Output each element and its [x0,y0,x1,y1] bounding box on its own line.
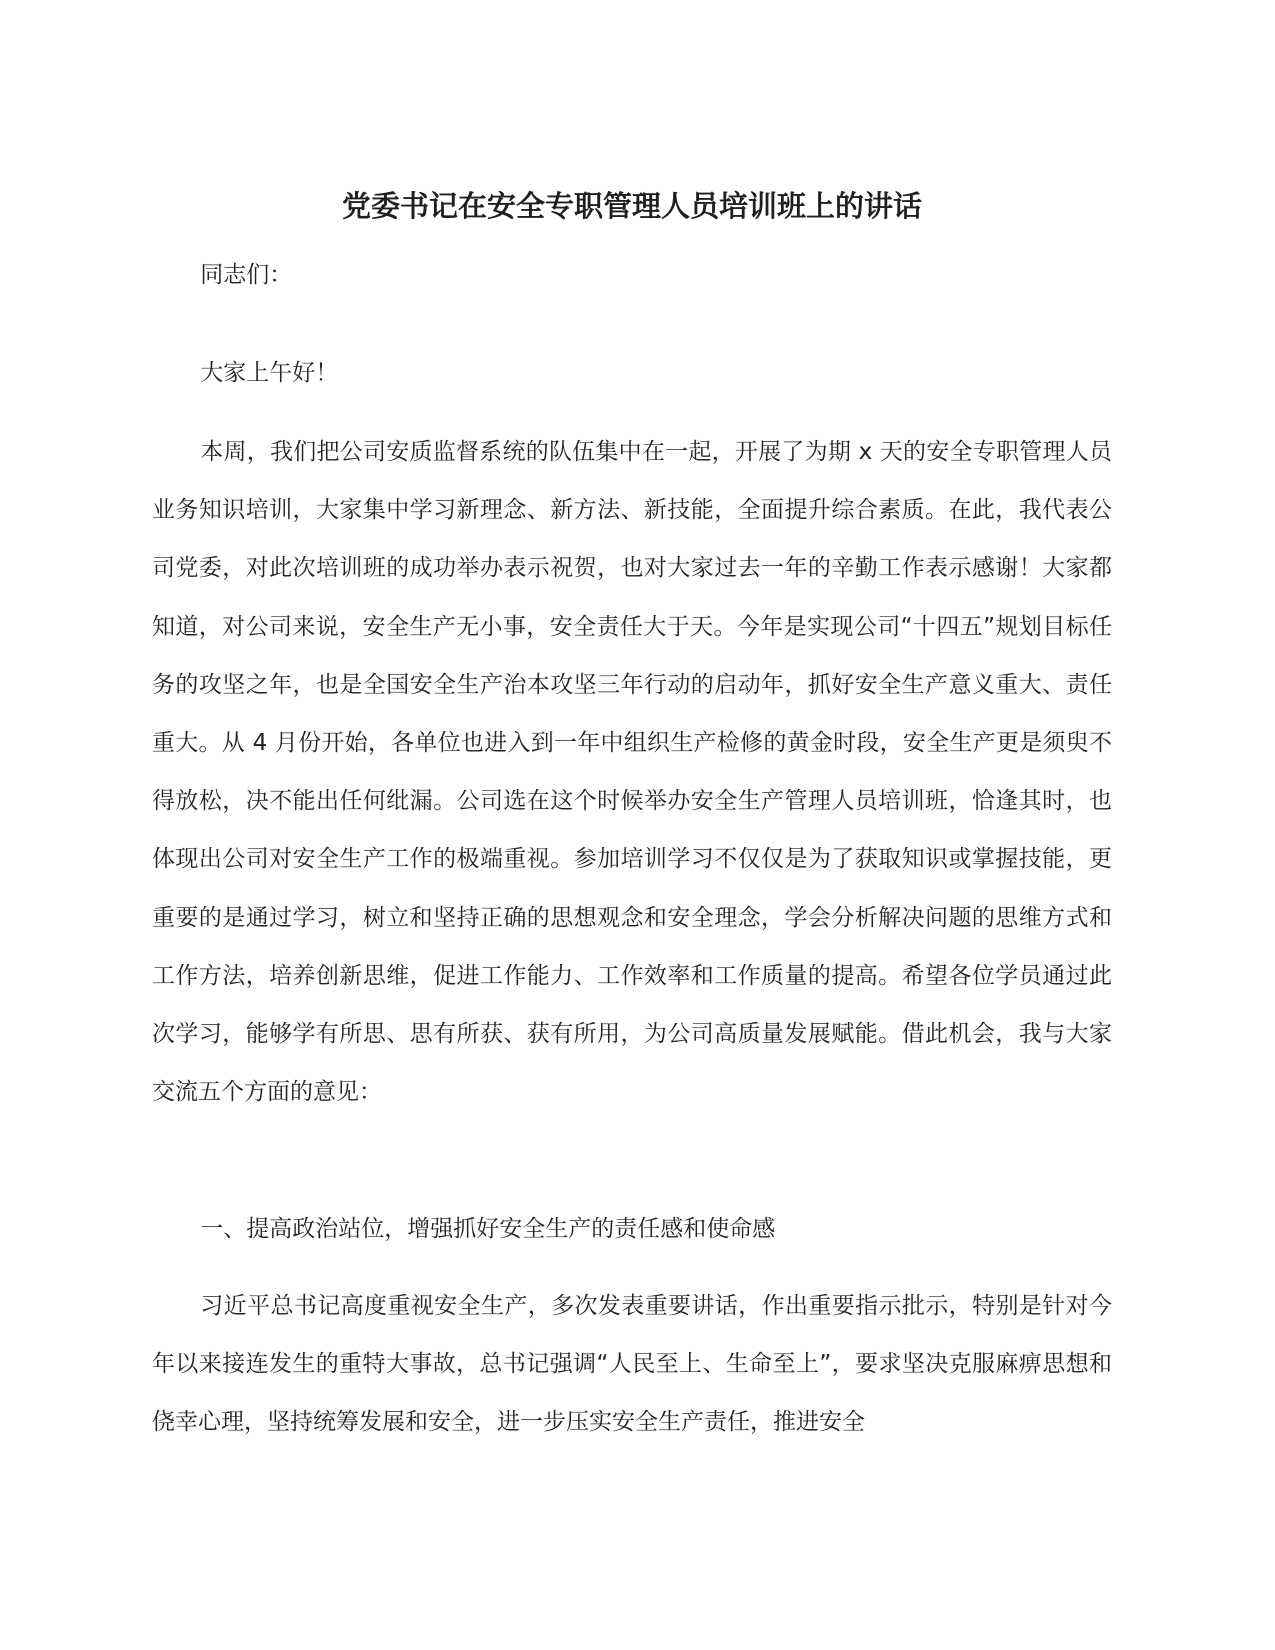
intro-paragraph: 本周，我们把公司安质监督系统的队伍集中在一起，开展了为期 x 天的安全专职管理人员业务知识培训，大家集中学习新理念、新方法、新技能，全面提升综合素质。在此，我代表公司党委，对此次培训班的成功举办表示祝贺，也对大家过去一年的辛勤工作表示感谢！大家都知道，对公司来说，安全生产无小事，安全责任大于天。今年是实现公司“十四五”规划目标任务的攻坚之年，也是全国安全生产治本攻坚三年行动的启动年，抓好安全生产意义重大、责任重大。从 4 月份开始，各单位也进入到一年中组织生产检修的黄金时段，安全生产更是须臾不得放松，决不能出任何纰漏。公司选在这个时候举办安全生产管理人员培训班，恰逢其时，也体现出公司对安全生产工作的极端重视。参加培训学习不仅仅是为了获取知识或掌握技能，更重要的是通过学习，树立和坚持正确的思想观念和安全理念，学会分析解决问题的思维方式和工作方法，培养创新思维，促进工作能力、工作效率和工作质量的提高。希望各位学员通过此次学习，能够学有所思、思有所获、获有所用，为公司高质量发展赋能。借此机会，我与大家交流五个方面的意见： [152,439,1112,1106]
section-heading-1: 一、提高政治站位，增强抓好安全生产的责任感和使命感 [200,1216,776,1242]
document-title: 党委书记在安全专职管理人员培训班上的讲话 [341,189,922,223]
greeting: 大家上午好！ [200,360,339,386]
salutation: 同志们： [200,262,293,288]
section-1-paragraph: 习近平总书记高度重视安全生产，多次发表重要讲话，作出重要指示批示，特别是针对今年以来接连发生的重特大事故，总书记强调“人民至上、生命至上”，要求坚决克服麻痹思想和侥幸心理，坚持统筹发展和安全，进一步压实安全生产责任，推进安全 [152,1293,1112,1436]
